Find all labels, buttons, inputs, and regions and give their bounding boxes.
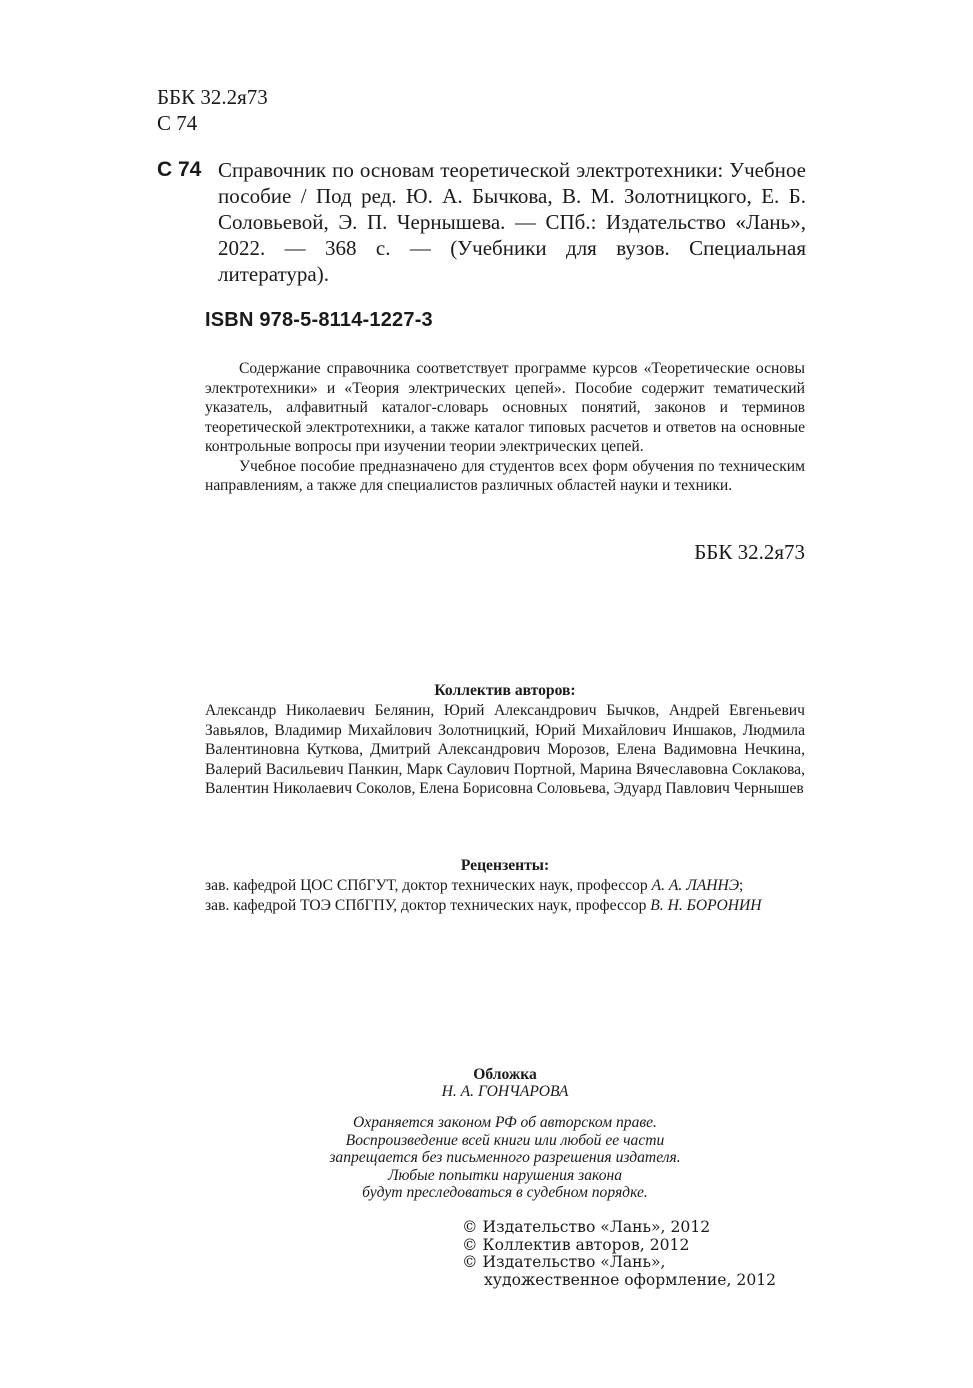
bbk-code-right: ББК 32.2я73 bbox=[694, 540, 805, 564]
copyright-line-2: © Коллектив авторов, 2012 bbox=[462, 1235, 690, 1254]
reviewer-1-position: зав. кафедрой ЦОС СПбГУТ, доктор технических наук, профессор bbox=[205, 877, 652, 894]
bbk-header bbox=[157, 84, 268, 136]
copyright-line-3b: художественное оформление, 2012 bbox=[484, 1270, 777, 1289]
bbk-code: ББК 32.2я73 bbox=[157, 85, 268, 109]
copyright-notice bbox=[205, 1114, 805, 1202]
copyright-line-1: © Издательство «Лань», 2012 bbox=[462, 1218, 711, 1236]
cover-designer: Н. А. ГОНЧАРОВА bbox=[441, 1083, 569, 1100]
annotation-paragraph-1: Содержание справочника соответствует программе курсов «Теоретические основы электротехники» и «Теория электрических цепей». Пособие содержит тематический указатель, алфавитный каталог-словарь основных понятий, законов и терминов теоретической электротехники, а также каталог типовых расчетов и ответов на основные контрольные вопросы при изучении теории электрических цепей. bbox=[205, 360, 805, 455]
reviewer-1-name: А. А. ЛАННЭ bbox=[651, 877, 740, 894]
author-mark: С 74 bbox=[157, 111, 198, 135]
cover-credit bbox=[205, 1066, 805, 1100]
bibliographic-entry bbox=[218, 157, 806, 287]
reviewer-2-name: В. Н. БОРОНИН bbox=[650, 896, 762, 914]
notice-line-4: Любые попытки нарушения закона bbox=[387, 1166, 623, 1184]
reviewer-1-end: ; bbox=[739, 877, 744, 894]
reviewer-2-position: зав. кафедрой ТОЭ СПбГПУ, доктор технических наук, профессор bbox=[205, 896, 651, 914]
cover-title: Обложка bbox=[473, 1066, 537, 1083]
reviewers-list bbox=[205, 876, 805, 915]
reviewer-1 bbox=[205, 876, 805, 896]
notice-line-2: Воспроизведение всей книги или любой ее части bbox=[345, 1131, 665, 1149]
authors-title: Коллектив авторов: bbox=[434, 682, 576, 699]
notice-line-3: запрещается без письменного разрешения издателя. bbox=[329, 1149, 681, 1166]
entry-mark: С 74 bbox=[157, 158, 202, 181]
authors-list: Александр Николаевич Белянин, Юрий Александрович Бычков, Андрей Евгеньевич Завьялов, Владимир Михайлович Золотницкий, Юрий Михайлович Иншаков, Людмила Валентиновна Куткова, Дмитрий Александрович Морозов, Елена Вадимовна Нечкина, Валерий Васильевич Панкин, Марк Саулович Портной, Марина Вячеславовна Соклакова, Валентин Николаевич Соколов, Елена Борисовна Соловьева, Эдуард Павлович Чернышев bbox=[205, 702, 805, 797]
notice-line-1: Охраняется законом РФ об авторском праве. bbox=[353, 1114, 657, 1131]
entry-text: Справочник по основам теоретической электротехники: Учебное пособие / Под ред. Ю. А. Бычкова, В. М. Золотницкого, Е. Б. Соловьевой, Э. П. Чернышева. — СПб.: Издательство «Лань», 2022. — 368 с. — (Учебники для вузов. Специальная литература). bbox=[218, 158, 806, 286]
reviewer-2 bbox=[205, 896, 805, 916]
reviewers-title: Рецензенты: bbox=[460, 857, 550, 874]
isbn: ISBN 978-5-8114-1227-3 bbox=[205, 309, 433, 331]
copyright-block bbox=[462, 1219, 776, 1289]
notice-line-5: будут преследоваться в судебном порядке. bbox=[362, 1184, 648, 1201]
annotation-paragraph-2: Учебное пособие предназначено для студентов всех форм обучения по техническим направлениям, а также для специалистов различных областей науки и техники. bbox=[205, 457, 805, 494]
annotation bbox=[205, 359, 805, 496]
copyright-line-3: © Издательство «Лань», bbox=[462, 1253, 666, 1271]
